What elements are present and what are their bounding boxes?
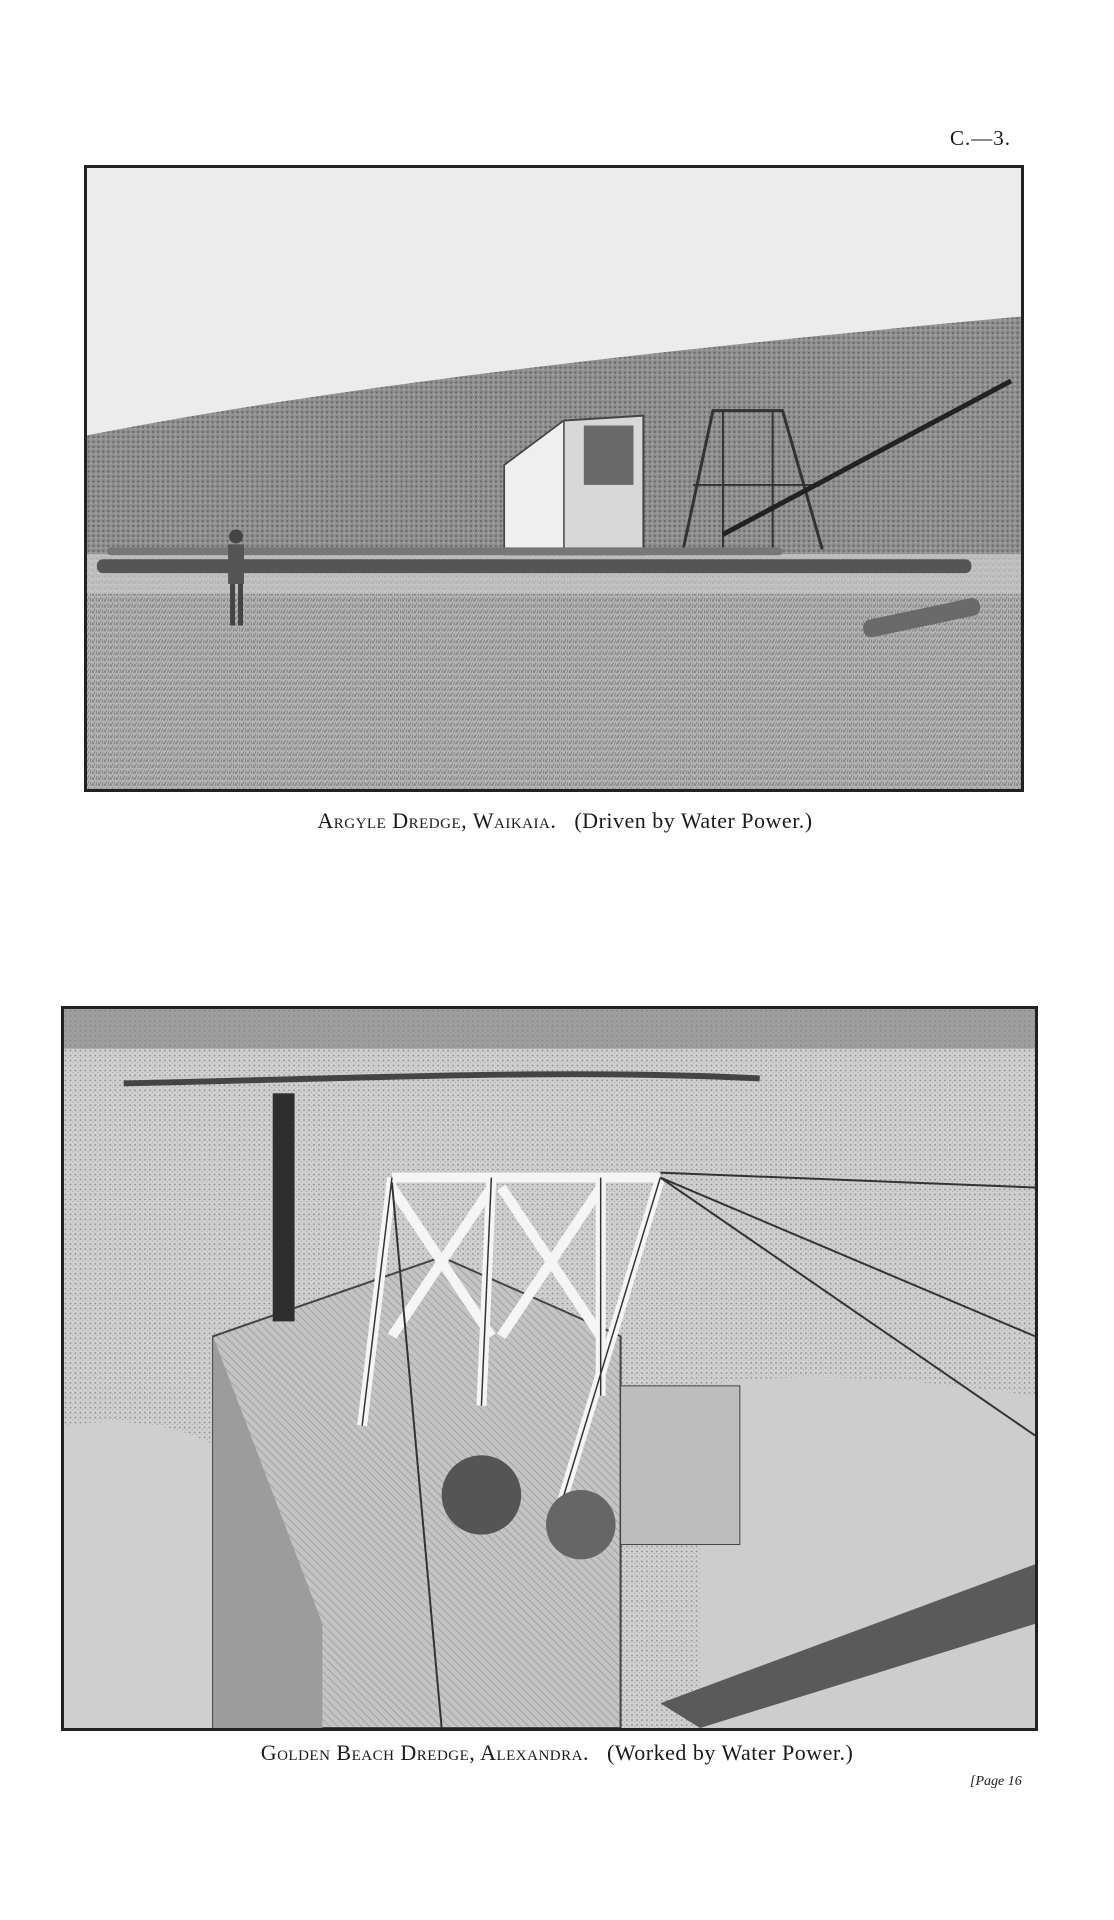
caption-title: Golden Beach Dredge, Alexandra. [260,1740,589,1765]
caption-title: Argyle Dredge, Waikaia. [317,808,557,833]
photo-argyle-dredge [84,165,1024,792]
caption-note: (Driven by Water Power.) [574,808,813,833]
caption-note: (Worked by Water Power.) [606,1740,854,1765]
photo-argyle-dredge-illustration [87,168,1021,789]
caption-golden-beach-dredge [0,1740,1114,1766]
photo-golden-beach-dredge [61,1006,1038,1731]
caption-argyle-dredge [8,808,1114,834]
page-reference: C.—3. [950,126,1012,150]
page-number-label: [Page 16 [970,1774,1022,1789]
photo-golden-beach-dredge-illustration [64,1009,1035,1728]
